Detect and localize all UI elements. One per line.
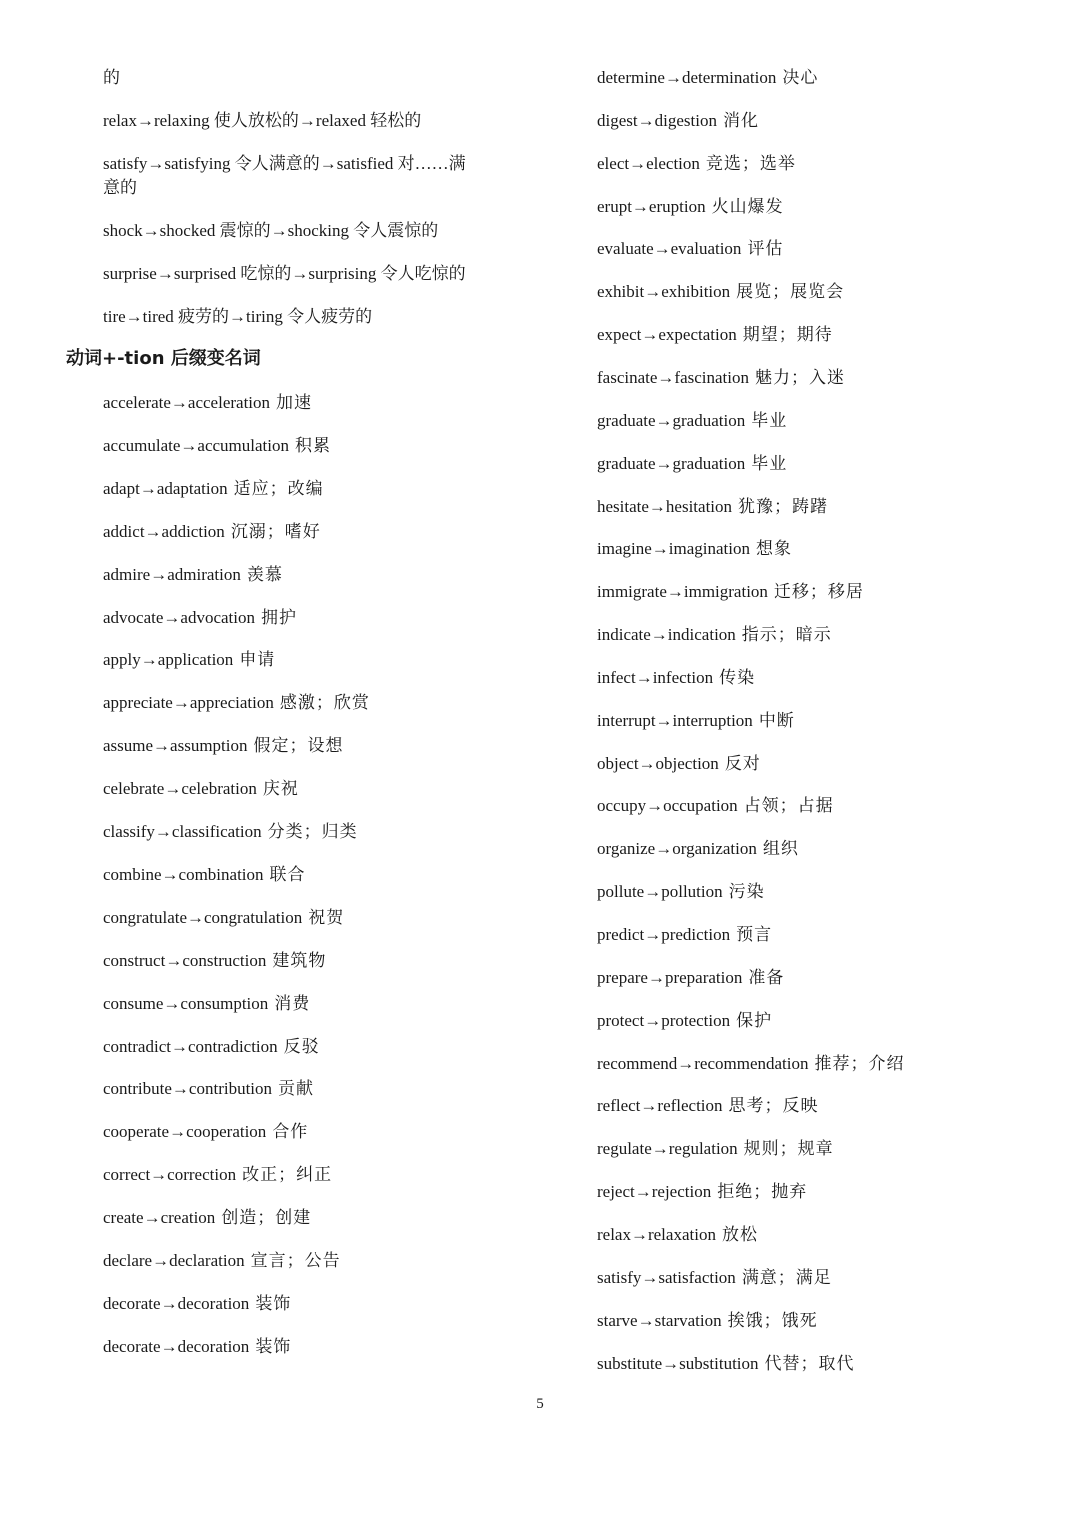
word-pair: reflect→reflection	[597, 1096, 723, 1116]
word-pair: declare→declaration	[103, 1251, 245, 1270]
section-heading: 动词+-tion 后缀变名词	[66, 348, 261, 369]
chinese-meaning: 期望；期待	[742, 325, 833, 345]
chinese-meaning: 创造；创建	[221, 1208, 312, 1228]
chinese-meaning: 指示；暗示	[741, 625, 832, 645]
chinese-meaning: 保护	[736, 1010, 773, 1030]
chinese-meaning: 毕业	[751, 453, 788, 473]
text-line: shock→shocked 震惊的→shocking 令人震惊的	[103, 221, 439, 240]
chinese-meaning: 组织	[762, 839, 799, 859]
word-pair: accelerate→acceleration	[103, 393, 271, 412]
word-pair: pollute→pollution	[597, 882, 723, 902]
chinese-meaning: 联合	[269, 864, 306, 884]
vocab-entry	[103, 1035, 320, 1059]
chinese-meaning: 中断	[758, 710, 795, 730]
word-pair: satisfy→satisfaction	[597, 1267, 736, 1287]
chinese-meaning: 合作	[272, 1122, 309, 1142]
vocab-entry	[597, 237, 783, 261]
vocab-entry	[597, 1094, 819, 1118]
chinese-meaning: 假定；设想	[253, 736, 344, 756]
word-pair: graduate→graduation	[597, 410, 746, 430]
word-pair: construct→construction	[103, 950, 267, 970]
chinese-meaning: 占领；占据	[743, 796, 834, 816]
chinese-meaning: 分类；归类	[267, 822, 358, 841]
word-pair: infect→infection	[597, 667, 714, 687]
vocab-entry	[597, 880, 765, 904]
chinese-meaning: 想象	[755, 539, 792, 559]
vocab-entry	[103, 992, 310, 1016]
vocab-entry	[103, 1163, 332, 1187]
chinese-meaning: 宣言；公告	[250, 1251, 341, 1270]
word-pair: interrupt→interruption	[597, 710, 753, 730]
word-pair: adapt→adaptation	[103, 478, 228, 498]
chinese-meaning: 装饰	[255, 1336, 292, 1356]
word-pair: prepare→preparation	[597, 967, 743, 987]
word-pair: cooperate→cooperation	[103, 1122, 267, 1142]
word-pair: erupt→eruption	[597, 196, 706, 216]
chinese-meaning: 火山爆发	[711, 196, 784, 216]
vocab-entry	[597, 752, 761, 776]
vocab-entry	[597, 280, 844, 304]
vocab-entry	[103, 734, 344, 758]
chinese-meaning: 放松	[721, 1224, 758, 1244]
word-pair: immigrate→immigration	[597, 582, 768, 602]
vocab-entry	[103, 906, 344, 930]
vocab-entry	[103, 648, 275, 672]
vocab-entry	[103, 520, 321, 544]
word-pair: reject→rejection	[597, 1182, 712, 1202]
word-pair: advocate→advocation	[103, 607, 255, 627]
chinese-meaning: 污染	[728, 882, 765, 902]
text-line: 的	[103, 68, 120, 87]
vocab-entry	[597, 1180, 807, 1204]
chinese-meaning: 贡献	[278, 1079, 315, 1099]
chinese-meaning: 羡慕	[246, 564, 283, 584]
chinese-meaning: 预言	[736, 925, 773, 944]
chinese-meaning: 加速	[276, 393, 313, 412]
vocab-entry	[597, 409, 787, 433]
word-pair: digest→digestion	[597, 110, 717, 130]
word-pair: object→objection	[597, 753, 719, 773]
word-pair: decorate→decoration	[103, 1336, 250, 1356]
chinese-meaning: 决心	[782, 68, 819, 87]
chinese-meaning: 反驳	[283, 1036, 320, 1056]
word-pair: graduate→graduation	[597, 453, 746, 473]
word-pair: apply→application	[103, 650, 234, 670]
chinese-meaning: 犹豫；踌躇	[738, 496, 829, 516]
chinese-meaning: 消费	[274, 993, 311, 1013]
vocab-entry	[597, 580, 864, 604]
word-pair: relax→relaxation	[597, 1224, 716, 1244]
chinese-meaning: 代替；取代	[764, 1353, 855, 1373]
chinese-meaning: 迁移；移居	[773, 582, 864, 602]
chinese-meaning: 沉溺；嗜好	[230, 521, 321, 541]
vocab-entry	[597, 537, 792, 561]
chinese-meaning: 毕业	[751, 410, 788, 430]
word-pair: predict→prediction	[597, 925, 731, 944]
word-pair: hesitate→hesitation	[597, 496, 733, 516]
vocab-entry	[597, 1223, 758, 1247]
vocab-entry	[103, 391, 312, 415]
word-pair: addict→addiction	[103, 521, 225, 541]
vocab-entry	[103, 477, 324, 501]
word-pair: occupy→occupation	[597, 796, 738, 816]
word-pair: contradict→contradiction	[103, 1036, 278, 1056]
vocab-entry	[597, 152, 796, 176]
vocab-entry	[597, 1009, 772, 1033]
vocab-entry	[597, 837, 799, 861]
vocab-entry	[103, 1335, 291, 1359]
vocab-entry	[597, 366, 845, 390]
vocab-entry	[597, 709, 795, 733]
chinese-meaning: 满意；满足	[741, 1267, 832, 1287]
word-pair: congratulate→congratulation	[103, 907, 303, 927]
word-pair: correct→correction	[103, 1165, 237, 1185]
vocab-entry	[103, 691, 370, 715]
chinese-meaning: 积累	[294, 435, 331, 455]
vocab-entry	[103, 949, 326, 973]
text-line: satisfy→satisfying 令人满意的→satisfied 对……满	[103, 154, 466, 173]
chinese-meaning: 感激；欣赏	[279, 693, 370, 713]
word-pair: consume→consumption	[103, 993, 269, 1013]
vocab-entry	[103, 777, 299, 801]
chinese-meaning: 反对	[724, 753, 761, 773]
vocab-entry	[597, 666, 755, 690]
vocab-entry	[103, 1120, 308, 1144]
text-line: surprise→surprised 吃惊的→surprising 令人吃惊的	[103, 264, 466, 283]
vocab-entry	[103, 820, 358, 844]
word-pair: assume→assumption	[103, 736, 248, 756]
vocab-entry	[597, 1266, 832, 1290]
word-pair: evaluate→evaluation	[597, 239, 742, 259]
word-pair: regulate→regulation	[597, 1139, 738, 1159]
vocab-entry	[597, 623, 832, 647]
word-pair: elect→election	[597, 153, 700, 173]
vocab-entry	[597, 195, 784, 219]
vocab-entry	[103, 563, 283, 587]
chinese-meaning: 推荐；介绍	[814, 1053, 905, 1073]
word-pair: decorate→decoration	[103, 1293, 250, 1313]
text-line: relax→relaxing 使人放松的→relaxed 轻松的	[103, 111, 422, 130]
chinese-meaning: 消化	[722, 110, 759, 130]
chinese-meaning: 申请	[239, 650, 276, 670]
vocab-entry	[597, 1352, 855, 1376]
text-line: tire→tired 疲劳的→tiring 令人疲劳的	[103, 307, 373, 326]
word-pair: contribute→contribution	[103, 1079, 273, 1099]
chinese-meaning: 传染	[719, 667, 756, 687]
chinese-meaning: 魅力；入迷	[755, 367, 845, 387]
chinese-meaning: 适应；改编	[233, 478, 324, 498]
word-pair: fascinate→fascination	[597, 367, 749, 387]
vocab-entry	[103, 606, 297, 630]
word-pair: substitute→substitution	[597, 1353, 759, 1373]
chinese-meaning: 思考；反映	[728, 1096, 819, 1116]
chinese-meaning: 竞选；选举	[705, 153, 796, 173]
chinese-meaning: 改正；纠正	[242, 1165, 333, 1185]
word-pair: accumulate→accumulation	[103, 435, 289, 455]
word-pair: imagine→imagination	[597, 539, 750, 559]
chinese-meaning: 拥护	[261, 607, 297, 627]
vocab-entry	[597, 109, 759, 133]
vocab-entry	[597, 794, 834, 818]
word-pair: protect→protection	[597, 1010, 731, 1030]
vocab-entry	[103, 1077, 314, 1101]
vocab-entry	[103, 1249, 341, 1273]
chinese-meaning: 建筑物	[272, 950, 327, 970]
vocab-entry	[103, 1292, 291, 1316]
word-pair: recommend→recommendation	[597, 1053, 809, 1073]
vocab-entry	[597, 66, 818, 90]
chinese-meaning: 挨饿；饿死	[727, 1310, 818, 1330]
vocab-entry	[597, 966, 784, 990]
word-pair: indicate→indication	[597, 625, 736, 645]
vocab-entry	[597, 1309, 818, 1333]
vocab-entry	[597, 452, 787, 476]
vocab-entry	[103, 1206, 311, 1230]
word-pair: classify→classification	[103, 822, 262, 841]
word-pair: expect→expectation	[597, 325, 737, 345]
chinese-meaning: 拒绝；抛弃	[717, 1182, 808, 1202]
chinese-meaning: 庆祝	[262, 779, 299, 799]
word-pair: create→creation	[103, 1208, 216, 1228]
vocab-entry	[103, 863, 306, 887]
word-pair: appreciate→appreciation	[103, 693, 274, 713]
vocab-entry	[597, 323, 833, 347]
chinese-meaning: 评估	[747, 239, 784, 259]
chinese-meaning: 装饰	[255, 1293, 292, 1313]
word-pair: determine→determination	[597, 68, 777, 87]
word-pair: combine→combination	[103, 864, 264, 884]
chinese-meaning: 祝贺	[308, 907, 345, 927]
text-line: 意的	[103, 178, 137, 197]
vocab-entry	[597, 1052, 904, 1076]
chinese-meaning: 规则；规章	[743, 1139, 834, 1159]
word-pair: organize→organization	[597, 839, 757, 859]
page-number: 5	[536, 1396, 544, 1412]
chinese-meaning: 展览；展览会	[736, 282, 845, 302]
vocab-entry	[597, 495, 828, 519]
vocab-entry	[103, 434, 331, 458]
word-pair: admire→admiration	[103, 564, 241, 584]
vocab-entry	[597, 1137, 834, 1161]
chinese-meaning: 准备	[748, 967, 785, 987]
word-pair: exhibit→exhibition	[597, 282, 731, 302]
word-pair: starve→starvation	[597, 1310, 722, 1330]
word-pair: celebrate→celebration	[103, 779, 257, 799]
vocab-entry	[597, 923, 772, 947]
